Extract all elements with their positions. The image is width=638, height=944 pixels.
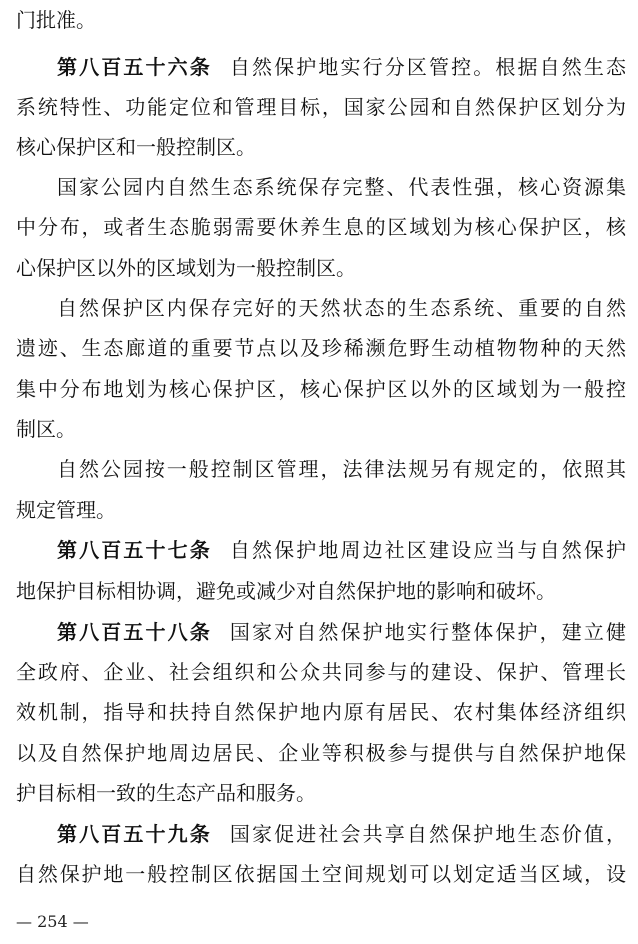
article-856-heading-line — [57, 55, 626, 79]
text-line: 效机制，指导和扶持自然保护地内原有居民、农村集体经济组织 — [16, 700, 626, 724]
text-line: 核心保护区和一般控制区。 — [16, 135, 256, 159]
text-line: 国家公园内自然生态系统保存完整、代表性强，核心资源集 — [57, 175, 626, 199]
text-line: 心保护区以外的区域划为一般控制区。 — [16, 256, 356, 280]
text-line: 地保护目标相协调，避免或减少对自然保护地的影响和破坏。 — [16, 579, 556, 603]
text-line: 以及自然保护地周边居民、企业等积极参与提供与自然保护地保 — [16, 741, 626, 765]
text-line: 集中分布地划为核心保护区，核心保护区以外的区域划为一般控 — [16, 377, 626, 401]
text-line: 制区。 — [16, 417, 76, 441]
text-line: 自然公园按一般控制区管理，法律法规另有规定的，依照其 — [57, 457, 626, 481]
article-858-text: 国家对自然保护地实行整体保护，建立健 — [229, 620, 626, 644]
text-line: 自然保护地一般控制区依据国土空间规划可以划定适当区域，设 — [16, 862, 626, 886]
article-858-title: 第八百五十八条 — [57, 620, 212, 644]
text-line: 中分布，或者生态脆弱需要休养生息的区域划为核心保护区，核 — [16, 215, 626, 239]
text-line: 系统特性、功能定位和管理目标，国家公园和自然保护区划分为 — [16, 95, 626, 119]
article-859-text: 国家促进社会共享自然保护地生态价值， — [229, 822, 626, 846]
article-859-heading-line — [57, 822, 626, 846]
article-858-heading-line — [57, 620, 626, 644]
article-857-text: 自然保护地周边社区建设应当与自然保护 — [229, 538, 626, 562]
text-line: 自然保护区内保存完好的天然状态的生态系统、重要的自然 — [57, 296, 626, 320]
article-856-title: 第八百五十六条 — [57, 55, 212, 79]
text-line: 规定管理。 — [16, 498, 116, 522]
page-number: — 254 — — [16, 912, 89, 931]
text-line: 门批准。 — [16, 8, 96, 32]
text-line: 全政府、企业、社会组织和公众共同参与的建设、保护、管理长 — [16, 660, 626, 684]
article-857-heading-line — [57, 538, 626, 562]
text-line: 遗迹、生态廊道的重要节点以及珍稀濒危野生动植物物种的天然 — [16, 336, 626, 360]
article-859-title: 第八百五十九条 — [57, 822, 212, 846]
article-857-title: 第八百五十七条 — [57, 538, 212, 562]
text-line: 护目标相一致的生态产品和服务。 — [16, 781, 316, 805]
article-856-text: 自然保护地实行分区管控。根据自然生态 — [229, 55, 626, 79]
